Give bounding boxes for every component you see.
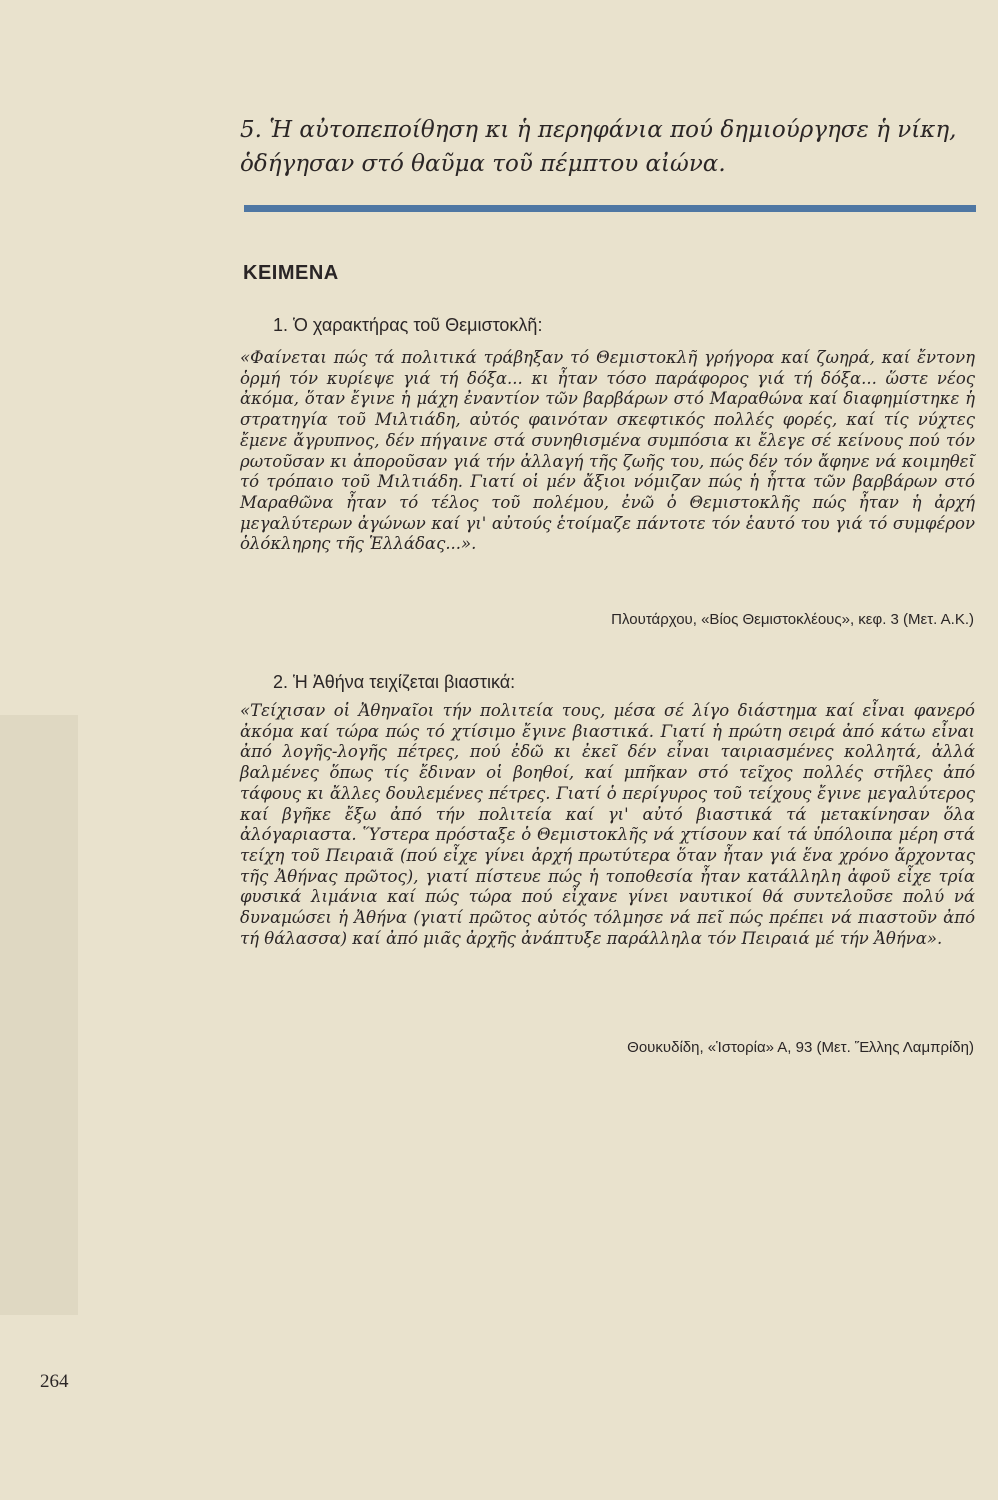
text-2-title: 2. Ἡ Ἀθήνα τειχίζεται βιαστικά: xyxy=(273,672,516,692)
facing-page-shadow xyxy=(0,715,78,1315)
texts-heading: ΚΕΙΜΕΝΑ xyxy=(243,262,339,284)
text-1-title: 1. Ὁ χαρακτήρας τοῦ Θεμιστοκλῆ: xyxy=(273,315,543,335)
text-2-source: Θουκυδίδη, «Ἱστορία» Α, 93 (Μετ. Ἕλλης Λαμπρίδη) xyxy=(627,1039,974,1056)
text-2-quote: «Τείχισαν οἱ Ἀθηναῖοι τήν πολιτεία τους, μέσα σέ λίγο διάστημα καί εἶναι φανερό ἀκόμα καί τώρα πώς τό χτίσιμο ἔγινε βιαστικά. Γιατί ἡ πρώτη σειρά ἀπό κάτω εἶναι ἀπό λογῆς-λογῆς πέτρες, πού ἐδῶ κι ἐκεῖ δέν εἶναι ταιριασμένες κολλητά, ἀλλά βαλμένες ὅπως τίς ἔδιναν οἱ βοηθοί, καί μπῆκαν στό τεῖχος πολλές στῆλες ἀπό τάφους κι ἄλλες δουλεμένες πέτρες. Γιατί ὁ περίγυρος τοῦ τείχους ἔγινε μεγαλύτερος καί βγῆκε ἔξω ἀπό τήν πολιτεία καί γι' αὐτό βιαστικά τά μετακίνησαν ὅλα ἀλόγαριαστα. Ὕστερα πρόσταξε ὁ Θεμιστοκλῆς νά χτίσουν καί τά ὑπόλοιπα μέρη στά τείχη τοῦ Πειραιᾶ (πού εἶχε γίνει ἀρχή πρωτύτερα ὅταν ἦταν γιά ἕνα χρόνο ἄρχοντας τῆς Ἀθήνας πρῶτος), γιατί πίστευε πώς ἡ τοποθεσία ἦταν κατάλληλη ἀφοῦ εἶχε τρία φυσικά λιμάνια καί πώς τώρα πού εἶχανε γίνει ναυτικοί θά συντελοῦσε πολύ νά δυναμώσει ἡ Ἀθήνα (γιατί πρῶτος αὐτός τόλμησε νά πεῖ πώς πρέπει νά πιαστοῦν ἀπό τή θάλασσα) καί ἀπό μιᾶς ἀρχῆς ἀνάπτυξε παράλληλα τόν Πειραιά μέ τήν Ἀθήνα». xyxy=(240,701,975,948)
section-divider xyxy=(244,205,976,212)
text-1-source: Πλουτάρχου, «Βίος Θεμιστοκλέους», κεφ. 3 (Μετ. Α.Κ.) xyxy=(611,611,974,628)
summary-point-5: 5. Ἡ αὐτοπεποίθηση κι ἡ περηφάνια πού δημιούργησε ἡ νίκη, ὁδήγησαν στό θαῦμα τοῦ πέμπτου αἰώνα. xyxy=(240,117,957,177)
text-1-quote: «Φαίνεται πώς τά πολιτικά τράβηξαν τό Θεμιστοκλῆ γρήγορα καί ζωηρά, καί ἔντονη ὁρμή τόν κυρίεψε γιά τή δόξα... κι ἦταν τόσο παράφορος γιά τή δόξα... ὥστε νέος ἀκόμα, ὅταν ἔγινε ἡ μάχη ἐναντίον τῶν βαρβάρων στό Μαραθώνα καί διαφημίστηκε ἡ στρατηγία τοῦ Μιλτιάδη, αὐτός φαινόταν σκεφτικός πολλές φορές, καί τίς νύχτες ἔμενε ἄγρυπνος, δέν πήγαινε στά συνηθισμένα συμπόσια κι ἔλεγε σέ κείνους πού τόν ρωτοῦσαν κι ἀποροῦσαν γιά τήν ἀλλαγή τῆς ζωῆς του, πώς δέν τόν ἄφηνε νά κοιμηθεῖ τό τρόπαιο τοῦ Μιλτιάδη. Γιατί οἱ μέν ἄξιοι νόμιζαν πώς ἡ ἧττα τῶν βαρβάρων στό Μαραθῶνα ἦταν τό τέλος τοῦ πολέμου, ἐνῶ ὁ Θεμιστοκλῆς πώς ἦταν ἡ ἀρχή μεγαλύτερων ἀγώνων καί γι' αὐτούς ἑτοίμαζε πάντοτε τόν ἑαυτό του γιά τό συμφέρον ὁλόκληρης τῆς Ἑλλάδας...». xyxy=(240,348,975,554)
page-number: 264 xyxy=(40,1371,69,1392)
